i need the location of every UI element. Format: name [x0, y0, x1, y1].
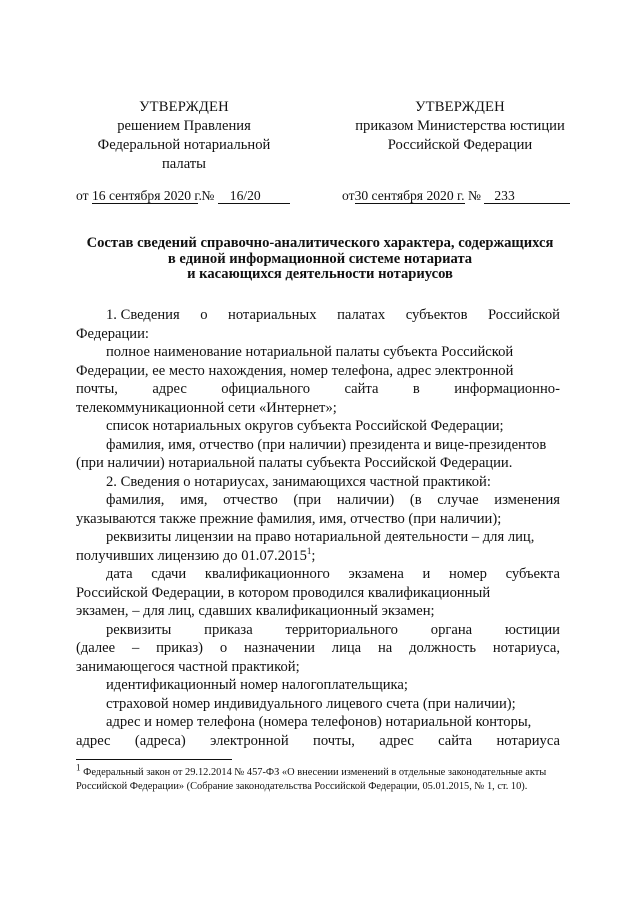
body-line: почты, адрес официального сайта в информационно- [76, 381, 560, 397]
body-line: идентификационный номер налогоплательщика; [106, 677, 408, 693]
body-line: полное наименование нотариальной палаты субъекта Российской [106, 344, 514, 360]
number-label: № [201, 188, 215, 203]
body-line: адрес и номер телефона (номера телефонов) нотариальной конторы, [106, 714, 532, 730]
title-line: Состав сведений справочно-аналитического характера, содержащихся [86, 235, 554, 251]
body-line: указываются также прежние фамилия, имя, отчество (при наличии); [76, 510, 502, 527]
body-line: 2. Сведения о нотариусах, занимающихся частной практикой: [106, 473, 491, 490]
body-line: адрес (адреса) электронной почты, адрес сайта нотариуса [76, 732, 560, 749]
number-value: 16/20 [218, 188, 290, 204]
body-line: телекоммуникационной сети «Интернет»; [76, 399, 337, 416]
from-label: от [342, 188, 355, 203]
body-line: Федерации, ее место нахождения, номер телефона, адрес электронной [76, 362, 514, 379]
approval-title: УТВЕРЖДЕН [415, 99, 505, 115]
approval-line: палаты [162, 156, 206, 172]
footnote-ref[interactable]: 1 [306, 545, 312, 556]
approval-line: приказом Министерства юстиции [355, 118, 565, 134]
body-line: (далее – приказ) о назначении лица на должность нотариуса, [76, 640, 560, 656]
approval-block-right [335, 98, 585, 155]
body-line: фамилия, имя, отчество (при наличии) президента и вице-президентов [106, 436, 547, 453]
body-line: Российской Федерации, в котором проводился квалификационный [76, 584, 491, 601]
date-value: 30 сентября 2020 г. [354, 188, 465, 203]
approval-block-left [69, 98, 299, 174]
footnote [76, 762, 560, 794]
body-line: фамилия, имя, отчество (при наличии) (в случае изменения [106, 492, 560, 508]
document-body [76, 306, 560, 750]
footnote-divider [76, 759, 232, 760]
date-value: 16 сентября 2020 г. [91, 188, 202, 203]
approval-title: УТВЕРЖДЕН [139, 99, 229, 115]
body-line: Федерации: [76, 325, 149, 342]
number-label: № [467, 188, 481, 203]
approval-line: Российской Федерации [387, 137, 533, 153]
from-label: от [76, 188, 89, 203]
title-line: и касающихся деятельности нотариусов [187, 266, 453, 282]
approval-line: решением Правления [117, 118, 251, 134]
footnote-text: Федеральный закон от 29.12.2014 № 457-ФЗ «О внесении изменений в отдельные законодательные акты Российской Федерации» (Собрание законодательства Российской Федерации, 05.01.2015, № 1, ст. 10). [76, 767, 547, 792]
body-line: список нотариальных округов субъекта Российской Федерации; [106, 418, 504, 434]
title-line: в единой информационной системе нотариата [167, 250, 473, 267]
body-line: страховой номер индивидуального лицевого счета (при наличии); [106, 695, 516, 712]
body-line: дата сдачи квалификационного экзамена и номер субъекта [106, 566, 560, 582]
footnote-marker: 1 [76, 762, 81, 773]
body-line: занимающегося частной практикой; [76, 658, 300, 675]
document-title [60, 236, 580, 283]
body-line: получивших лицензию до 01.07.2015$^1$; [76, 545, 316, 564]
body-line: реквизиты приказа территориального органа юстиции [106, 621, 560, 638]
approval-line: Федеральной нотариальной [97, 137, 271, 153]
body-line: (при наличии) нотариальной палаты субъекта Российской Федерации. [76, 455, 513, 471]
body-line: 1. Сведения о нотариальных палатах субъектов Российской [106, 307, 560, 323]
number-value: 233 [484, 188, 570, 204]
body-line: экзамен, – для лиц, сдавших квалификационный экзамен; [76, 603, 435, 619]
body-line: реквизиты лицензии на право нотариальной деятельности – для лиц, [106, 529, 535, 545]
approval-date-left [76, 187, 290, 205]
approval-date-right [342, 187, 570, 205]
